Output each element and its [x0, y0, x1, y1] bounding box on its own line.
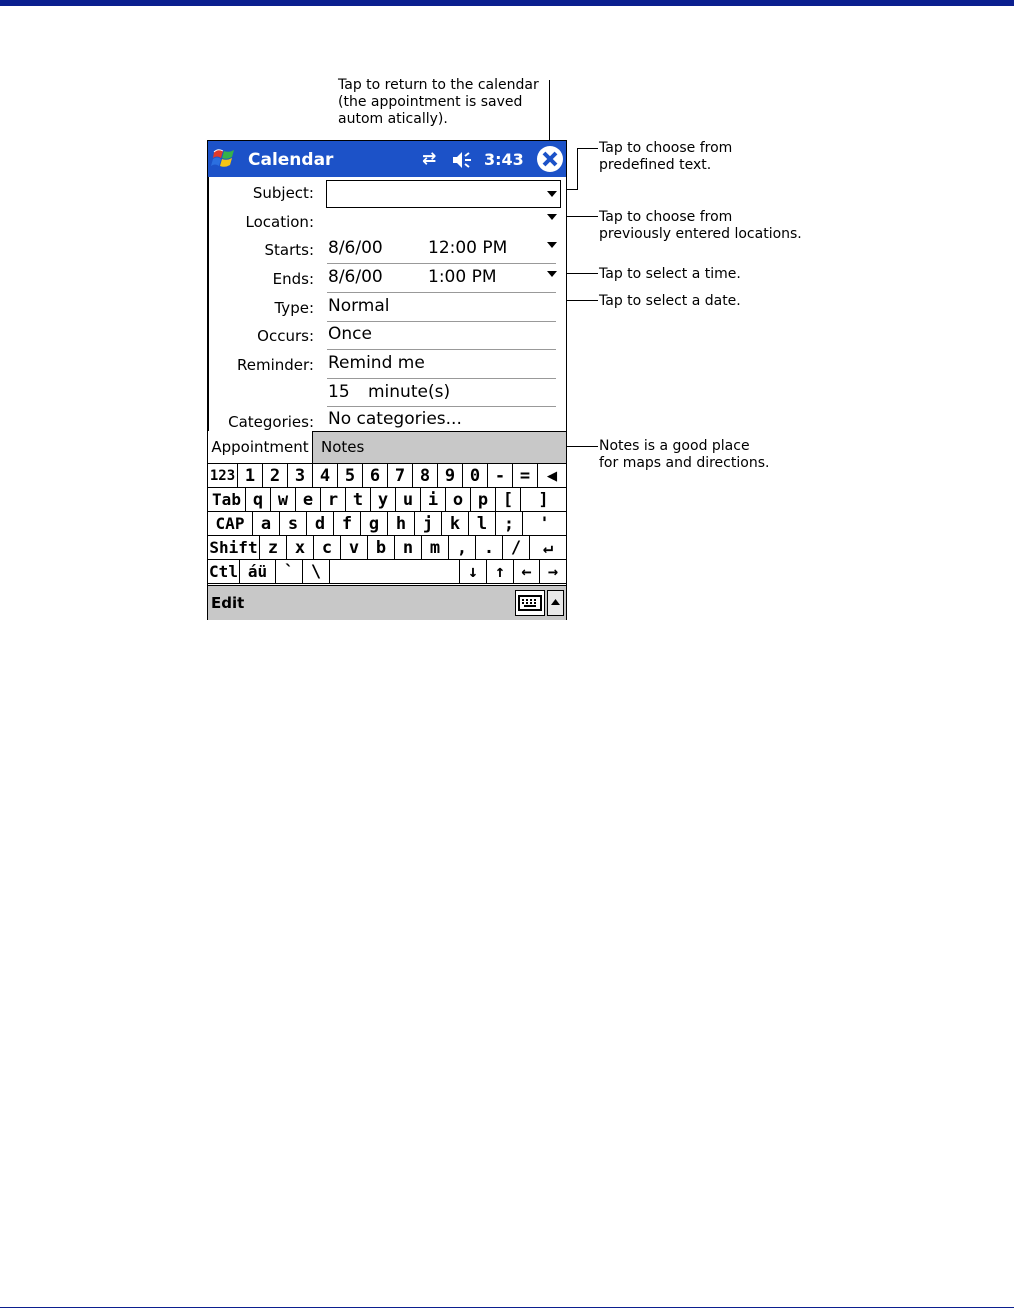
- key-z[interactable]: z: [260, 536, 287, 560]
- callout-return: Tap to return to the calendar (the appointment is saved autom atically).: [338, 77, 539, 127]
- windows-start-icon[interactable]: [210, 144, 240, 174]
- tab-appointment[interactable]: [208, 431, 312, 463]
- arrow-right-icon[interactable]: →: [540, 560, 566, 584]
- reminder-value[interactable]: Remind me: [328, 353, 425, 373]
- key-o[interactable]: o: [446, 488, 471, 512]
- key-minus[interactable]: -: [488, 464, 513, 488]
- ends-label: Ends:: [272, 270, 314, 288]
- key-close-bracket[interactable]: ]: [521, 488, 566, 512]
- location-dropdown-icon[interactable]: [547, 214, 557, 220]
- starts-time[interactable]: 12:00 PM: [428, 238, 508, 258]
- app-title: Calendar: [248, 150, 334, 170]
- key-7[interactable]: 7: [388, 464, 413, 488]
- type-underline: [327, 321, 556, 322]
- type-value[interactable]: Normal: [328, 296, 390, 316]
- arrow-left-icon[interactable]: ←: [514, 560, 540, 584]
- key-l[interactable]: l: [469, 512, 496, 536]
- occurs-label: Occurs:: [257, 327, 314, 345]
- menu-bar: [208, 585, 566, 620]
- key-ctl[interactable]: Ctl: [208, 560, 240, 584]
- bottom-rule: [0, 1307, 1014, 1308]
- key-s[interactable]: s: [280, 512, 307, 536]
- callout-time: Tap to select a time.: [599, 266, 741, 282]
- key-accents[interactable]: áü: [240, 560, 276, 584]
- subject-label: Subject:: [252, 184, 314, 202]
- subject-input[interactable]: [326, 180, 561, 208]
- key-123[interactable]: 123: [208, 464, 238, 488]
- key-backtick[interactable]: `: [276, 560, 303, 584]
- key-j[interactable]: j: [415, 512, 442, 536]
- key-r[interactable]: r: [321, 488, 346, 512]
- starts-underline: [327, 263, 556, 264]
- keyboard-row-2: [208, 488, 566, 512]
- key-6[interactable]: 6: [363, 464, 388, 488]
- ends-time-dropdown-icon[interactable]: [547, 271, 557, 277]
- key-p[interactable]: p: [471, 488, 496, 512]
- key-slash[interactable]: /: [503, 536, 530, 560]
- key-space[interactable]: [330, 560, 460, 584]
- keyboard-row-5: [208, 560, 566, 584]
- keyboard-icon[interactable]: [515, 590, 545, 616]
- key-u[interactable]: u: [396, 488, 421, 512]
- key-2[interactable]: 2: [263, 464, 288, 488]
- key-h[interactable]: h: [388, 512, 415, 536]
- key-k[interactable]: k: [442, 512, 469, 536]
- arrow-down-icon[interactable]: ↓: [460, 560, 487, 584]
- categories-label: Categories:: [228, 413, 314, 431]
- starts-time-dropdown-icon[interactable]: [547, 242, 557, 248]
- key-3[interactable]: 3: [288, 464, 313, 488]
- key-backslash[interactable]: \: [303, 560, 330, 584]
- key-g[interactable]: g: [361, 512, 388, 536]
- key-m[interactable]: m: [422, 536, 449, 560]
- subject-dropdown-icon[interactable]: [547, 191, 557, 197]
- key-semicolon[interactable]: ;: [496, 512, 523, 536]
- key-v[interactable]: v: [341, 536, 368, 560]
- key-9[interactable]: 9: [438, 464, 463, 488]
- reminder-unit[interactable]: minute(s): [368, 382, 451, 402]
- callout-predefined: Tap to choose from predefined text.: [599, 140, 733, 173]
- form-border: [208, 177, 209, 431]
- ends-date[interactable]: 8/6/00: [328, 267, 383, 287]
- key-5[interactable]: 5: [338, 464, 363, 488]
- edit-menu[interactable]: Edit: [211, 594, 245, 612]
- key-i[interactable]: i: [421, 488, 446, 512]
- keyboard-row-3: [208, 512, 566, 536]
- key-c[interactable]: c: [314, 536, 341, 560]
- tab-appointment-label: Appointment: [211, 438, 309, 456]
- key-0[interactable]: 0: [463, 464, 488, 488]
- pocketpc-screen: [207, 140, 567, 620]
- sync-icon[interactable]: ⇄: [422, 149, 437, 169]
- callout-locations: Tap to choose from previously entered locations.: [599, 209, 802, 242]
- keyboard-row-1: [208, 464, 566, 488]
- key-comma[interactable]: ,: [449, 536, 476, 560]
- key-period[interactable]: .: [476, 536, 503, 560]
- title-bar: [208, 141, 566, 177]
- key-8[interactable]: 8: [413, 464, 438, 488]
- reminder-label: Reminder:: [237, 356, 314, 374]
- callout-predefined-line: [577, 148, 598, 149]
- close-icon[interactable]: [537, 146, 563, 172]
- key-b[interactable]: b: [368, 536, 395, 560]
- key-w[interactable]: w: [271, 488, 296, 512]
- occurs-value[interactable]: Once: [328, 324, 372, 344]
- soft-keyboard: [208, 463, 566, 586]
- reminder-amount-underline: [327, 406, 556, 407]
- clock[interactable]: 3:43: [484, 150, 524, 169]
- key-a[interactable]: a: [253, 512, 280, 536]
- key-equals[interactable]: =: [513, 464, 538, 488]
- key-t[interactable]: t: [346, 488, 371, 512]
- key-n[interactable]: n: [395, 536, 422, 560]
- backspace-icon[interactable]: ◀: [538, 464, 566, 488]
- key-x[interactable]: x: [287, 536, 314, 560]
- occurs-underline: [327, 349, 556, 350]
- key-tab[interactable]: Tab: [208, 488, 246, 512]
- key-e[interactable]: e: [296, 488, 321, 512]
- key-apostrophe[interactable]: ': [523, 512, 566, 536]
- callout-notes: Notes is a good place for maps and directions.: [599, 438, 770, 471]
- categories-value[interactable]: No categories...: [328, 409, 462, 429]
- sip-up-arrow-icon[interactable]: [547, 590, 564, 616]
- key-4[interactable]: 4: [313, 464, 338, 488]
- callout-return-line: [549, 80, 550, 146]
- keyboard-row-4: [208, 536, 566, 560]
- key-q[interactable]: q: [246, 488, 271, 512]
- starts-date[interactable]: 8/6/00: [328, 238, 383, 258]
- top-rule: [0, 0, 1014, 6]
- key-f[interactable]: f: [334, 512, 361, 536]
- speaker-icon[interactable]: [452, 151, 474, 169]
- reminder-amount[interactable]: 15: [328, 382, 350, 402]
- key-caps[interactable]: CAP: [208, 512, 253, 536]
- callout-predefined-line-v: [577, 148, 578, 189]
- ends-underline: [327, 292, 556, 293]
- key-open-bracket[interactable]: [: [496, 488, 521, 512]
- key-y[interactable]: y: [371, 488, 396, 512]
- key-d[interactable]: d: [307, 512, 334, 536]
- arrow-up-icon[interactable]: ↑: [487, 560, 514, 584]
- tab-notes-label: Notes: [321, 438, 365, 456]
- key-1[interactable]: 1: [238, 464, 263, 488]
- type-label: Type:: [274, 299, 314, 317]
- key-shift[interactable]: Shift: [208, 536, 260, 560]
- callout-date: Tap to select a date.: [599, 293, 741, 309]
- tab-notes[interactable]: [312, 431, 566, 463]
- tab-strip: [208, 431, 566, 463]
- ends-time[interactable]: 1:00 PM: [428, 267, 497, 287]
- location-label: Location:: [245, 213, 314, 231]
- starts-label: Starts:: [264, 241, 314, 259]
- enter-icon[interactable]: ↵: [530, 536, 566, 560]
- reminder-underline: [327, 378, 556, 379]
